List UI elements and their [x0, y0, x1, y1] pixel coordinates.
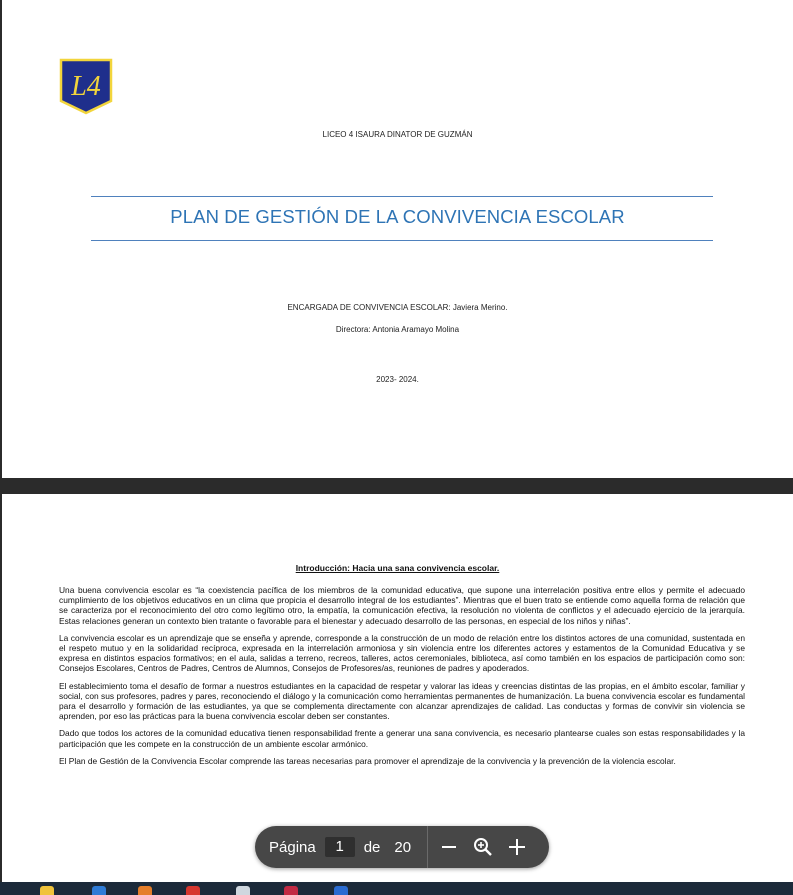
- plus-icon: [508, 838, 526, 856]
- paragraph: Una buena convivencia escolar es “la coexistencia pacífica de los miembros de la comunidad educativa, que supone una interrelación positiva entre ellos y permite el adecuado cumplimiento de los objetivos educativos en un clima que propicia el desarrollo integral de los estudiantes”. Mientras que el buen trato se entiende como aquella forma de relación que se caracteriza por el reconocimiento del otro como legítimo otro, la empatía, la comunicación efectiva, la resolución no violenta de conflictos y el adecuado ejercicio de la jerarquía. Estas relaciones generan un contexto bien tratante o favorable para el bienestar y adecuado desarrollo de las personas, en especial de los niños y niñas”.: [59, 585, 745, 626]
- store-icon[interactable]: [334, 886, 348, 895]
- pdf-page-2: [2, 494, 793, 882]
- paragraph: El Plan de Gestión de la Convivencia Escolar comprende las tareas necesarias para promover el aprendizaje de la convivencia y la prevención de la violencia escolar.: [59, 755, 676, 766]
- title-rule-bottom: [91, 240, 713, 241]
- taskbar: [0, 882, 793, 895]
- title-rule-top: [91, 196, 713, 197]
- year-line: 2023- 2024.: [376, 375, 419, 384]
- svg-text:L4: L4: [71, 71, 101, 102]
- media-icon[interactable]: [284, 886, 298, 895]
- total-pages: 20: [394, 838, 412, 856]
- paragraph: El establecimiento toma el desafío de formar a nuestros estudiantes en la capacidad de respetar y valorar las ideas y creencias distintas de las propias, en el ámbito escolar, familiar y social, con sus profesores, padres y pares, reconociendo el diálogo y la comunicación como herramientas permanentes de humanización. La buena convivencia escolar es fundamental para el desarrollo y formación de las estudiantes, ya que se complementa directamente con alcanzar aprendizajes de calidad. Las conductas y formas de convivir sin violencia se aprenden, por eso las prácticas para la buena convivencia escolar deben ser constantes.: [59, 680, 745, 722]
- zoom-in-button[interactable]: [500, 826, 534, 868]
- encargada-line: ENCARGADA DE CONVIVENCIA ESCOLAR: Javiera Merino.: [287, 303, 508, 312]
- current-page-input[interactable]: 1: [325, 837, 355, 857]
- page-navigation-toolbar: [255, 826, 549, 868]
- folder-icon[interactable]: [40, 886, 54, 895]
- paragraph: La convivencia escolar es un aprendizaje que se enseña y aprende, corresponde a la construcción de un modo de relación entre los distintos actores de una comunidad, sustentada en el respeto mutuo y en la solidaridad recíproca, expresada en la interrelación armoniosa y sin violencia entre los diferentes actores y estamentos de la Comunidad Educativa y se expresa en distintos espacios formativos; en el aula, salidas a terreno, recreos, talleres, actos ceremoniales, biblioteca, así como también en los espacios de participación como son: Consejos Escolares, Centros de Padres, Centros de Alumnos, Consejos de Profesores/as, reuniones de padres y apoderados.: [59, 632, 745, 674]
- fit-zoom-button[interactable]: [466, 826, 500, 868]
- notes-icon[interactable]: [236, 886, 250, 895]
- school-name: LICEO 4 ISAURA DINATOR DE GUZMÁN: [322, 130, 473, 139]
- chrome-icon[interactable]: [186, 886, 200, 895]
- paragraph: Dado que todos los actores de la comunidad educativa tienen responsabilidad frente a generar una sana convivencia, es necesario plantearse cuales son estas responsabilidades y la participación que les compete en la construcción de un ambiente escolar armónico.: [59, 728, 745, 749]
- school-logo: [58, 57, 114, 115]
- magnifier-icon: [473, 837, 493, 857]
- minus-icon: [441, 839, 457, 855]
- pdf-page-1: [2, 0, 793, 478]
- document-title: PLAN DE GESTIÓN DE LA CONVIVENCIA ESCOLAR: [170, 206, 625, 227]
- app-icon[interactable]: [138, 886, 152, 895]
- page-label: Página: [269, 838, 316, 856]
- zoom-out-button[interactable]: [432, 826, 466, 868]
- directora-line: Directora: Antonia Aramayo Molina: [335, 325, 460, 334]
- toolbar-divider: [427, 826, 428, 868]
- edge-icon[interactable]: [92, 886, 106, 895]
- intro-heading: Introducción: Hacia una sana convivencia escolar.: [295, 563, 500, 573]
- intro-body: [59, 585, 745, 773]
- of-label: de: [363, 838, 381, 856]
